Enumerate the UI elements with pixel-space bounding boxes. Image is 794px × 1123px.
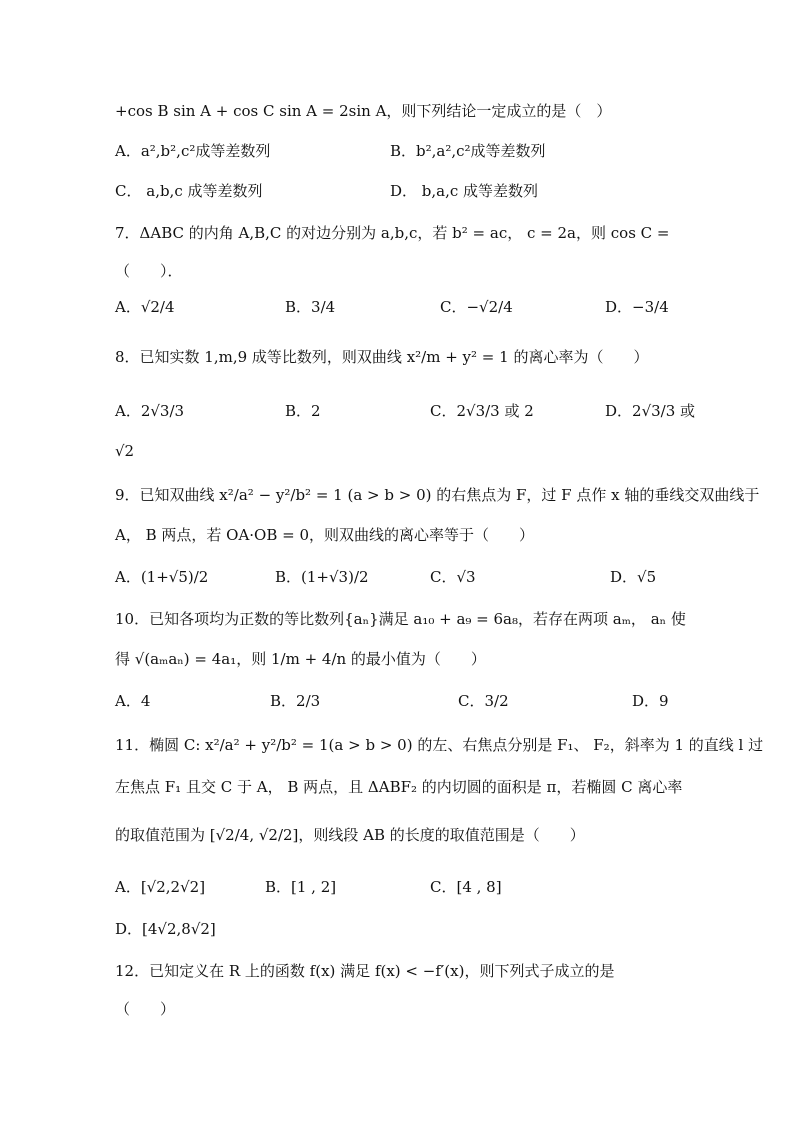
- q8-option-a: A．2√3/3: [115, 402, 185, 420]
- q7-option-c: C．−√2/4: [440, 298, 513, 316]
- q11-option-b: B．[1 , 2]: [265, 878, 337, 896]
- q8-option-c: C．2√3/3 或 2: [430, 402, 534, 420]
- q6-option-c: C． a,b,c 成等差数列: [115, 182, 263, 200]
- q9-option-b: B．(1+√3)/2: [275, 568, 369, 586]
- q10-option-c: C．3/2: [458, 692, 509, 710]
- q10-stem: 10．已知各项均为正数的等比数列{aₙ}满足 a₁₀ + a₉ = 6a₈，若存在两项 aₘ， aₙ 使: [115, 610, 686, 628]
- q11-stem-cont2: 的取值范围为 [√2/4, √2/2]，则线段 AB 的长度的取值范围是（ ）: [115, 826, 585, 844]
- q9-option-d: D．√5: [610, 568, 657, 586]
- q10-option-b: B．2/3: [270, 692, 321, 710]
- q7-option-b: B．3/4: [285, 298, 336, 316]
- q10-option-d: D．9: [632, 692, 669, 710]
- q6-option-a: A．a²,b²,c²成等差数列: [115, 142, 271, 160]
- q6-option-b: B．b²,a²,c²成等差数列: [390, 142, 546, 160]
- q9-option-a: A．(1+√5)/2: [115, 568, 209, 586]
- q12-stem: 12．已知定义在 R 上的函数 f(x) 满足 f(x) < −f′(x)，则下列式子成立的是: [115, 962, 615, 980]
- q8-stem: 8．已知实数 1,m,9 成等比数列，则双曲线 x²/m + y² = 1 的离心率为（ ）: [115, 348, 649, 366]
- q7-option-d: D．−3/4: [605, 298, 669, 316]
- q6-stem: +cos B sin A + cos C sin A = 2sin A，则下列结论一定成立的是（ ）: [115, 102, 612, 120]
- q11-option-d: D．[4√2,8√2]: [115, 920, 216, 938]
- q11-stem: 11．椭圆 C: x²/a² + y²/b² = 1(a > b > 0) 的左、右焦点分别是 F₁、 F₂，斜率为 1 的直线 l 过: [115, 736, 764, 754]
- q11-option-a: A．[√2,2√2]: [115, 878, 206, 896]
- q6-option-d: D． b,a,c 成等差数列: [390, 182, 539, 200]
- q9-stem: 9．已知双曲线 x²/a² − y²/b² = 1 (a > b > 0) 的右焦点为 F，过 F 点作 x 轴的垂线交双曲线于: [115, 486, 760, 504]
- q8-option-d: D．2√3/3 或: [605, 402, 696, 420]
- q9-stem-cont: A， B 两点，若 OA·OB = 0，则双曲线的离心率等于（ ）: [115, 526, 535, 544]
- q8-option-d-cont: √2: [115, 442, 135, 460]
- q9-option-c: C．√3: [430, 568, 476, 586]
- q7-stem: 7．ΔABC 的内角 A,B,C 的对边分别为 a,b,c，若 b² = ac， c = 2a，则 cos C =: [115, 224, 670, 242]
- q8-option-b: B．2: [285, 402, 321, 420]
- q10-stem-cont: 得 √(aₘaₙ) = 4a₁，则 1/m + 4/n 的最小值为（ ）: [115, 650, 486, 668]
- q7-option-a: A．√2/4: [115, 298, 175, 316]
- q7-stem-cont: （ ）．: [115, 262, 183, 280]
- q12-stem-cont: （ ）: [115, 1000, 176, 1018]
- q11-stem-cont: 左焦点 F₁ 且交 C 于 A， B 两点，且 ΔABF₂ 的内切圆的面积是 π，若椭圆 C 离心率: [115, 778, 683, 796]
- q11-option-c: C．[4 , 8]: [430, 878, 502, 896]
- q10-option-a: A．4: [115, 692, 151, 710]
